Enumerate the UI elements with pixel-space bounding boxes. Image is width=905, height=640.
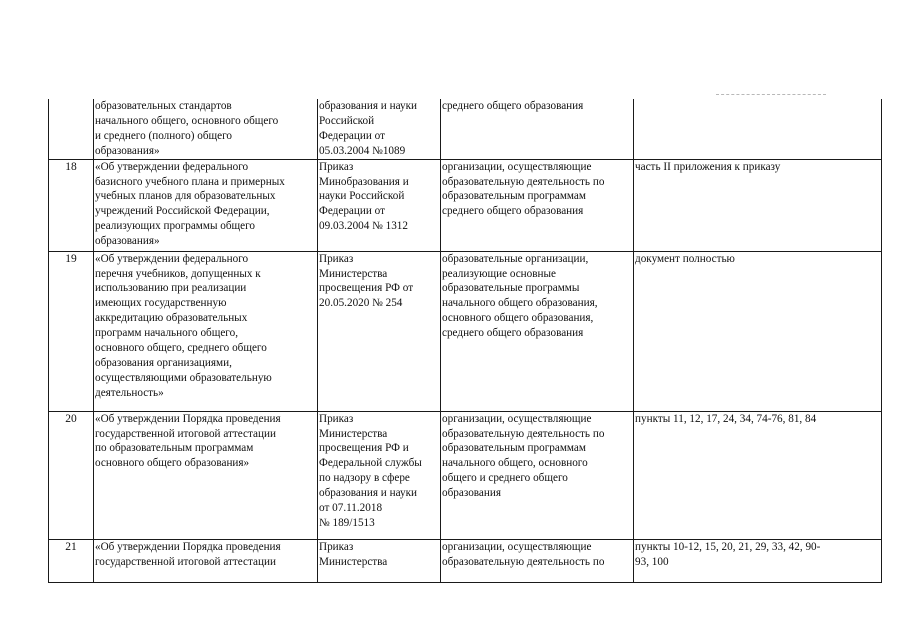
table-row: [49, 411, 882, 539]
document-title: «Об утверждении федерального перечня учебников, допущенных к использованию при реализации имеющих государственную аккредитацию образовательных программ начального общего, основного общего, среднего общего образования организациями, осуществляющими образовательную деятельность»: [94, 251, 318, 411]
row-number: 20: [49, 411, 94, 539]
applicable-organizations: образовательные организации, реализующие основные образовательные программы начального общего образования, основного общего образования, среднего общего образования: [441, 251, 634, 411]
order-reference: Приказ Министерства просвещения РФ от 20.05.2020 № 254: [318, 251, 441, 411]
applicable-organizations: организации, осуществляющие образовательную деятельность по: [441, 539, 634, 582]
table-row: [49, 159, 882, 251]
table-row: [49, 251, 882, 411]
applicable-sections: пункты 11, 12, 17, 24, 34, 74-76, 81, 84: [634, 411, 882, 539]
applicable-organizations: организации, осуществляющие образовательную деятельность по образовательным программам среднего общего образования: [441, 159, 634, 251]
row-number: [49, 99, 94, 159]
applicable-sections: пункты 10-12, 15, 20, 21, 29, 33, 42, 90- 93, 100: [634, 539, 882, 582]
order-reference: образования и науки Российской Федерации от 05.03.2004 №1089: [318, 99, 441, 159]
document-title: «Об утверждении Порядка проведения государственной итоговой аттестации: [94, 539, 318, 582]
row-number: 21: [49, 539, 94, 582]
table-row: [49, 99, 882, 159]
applicable-sections: часть II приложения к приказу: [634, 159, 882, 251]
document-title: «Об утверждении Порядка проведения государственной итоговой аттестации по образовательным программам основного общего образования»: [94, 411, 318, 539]
row-number: 19: [49, 251, 94, 411]
order-reference: Приказ Министерства просвещения РФ и Федеральной службы по надзору в сфере образования и науки от 07.11.2018 № 189/1513: [318, 411, 441, 539]
document-title: «Об утверждении федерального базисного учебного плана и примерных учебных планов для образовательных учреждений Российской Федерации, реализующих программы общего образования»: [94, 159, 318, 251]
scan-artifact-line: [716, 94, 826, 95]
document-title: образовательных стандартов начального общего, основного общего и среднего (полного) общего образования»: [94, 99, 318, 159]
applicable-sections: [634, 99, 882, 159]
order-reference: Приказ Министерства: [318, 539, 441, 582]
order-reference: Приказ Минобразования и науки Российской Федерации от 09.03.2004 № 1312: [318, 159, 441, 251]
regulations-table: [48, 99, 882, 583]
applicable-sections: документ полностью: [634, 251, 882, 411]
table-row: [49, 539, 882, 582]
row-number: 18: [49, 159, 94, 251]
applicable-organizations: среднего общего образования: [441, 99, 634, 159]
applicable-organizations: организации, осуществляющие образовательную деятельность по образовательным программам начального общего, основного общего и среднего общего образования: [441, 411, 634, 539]
